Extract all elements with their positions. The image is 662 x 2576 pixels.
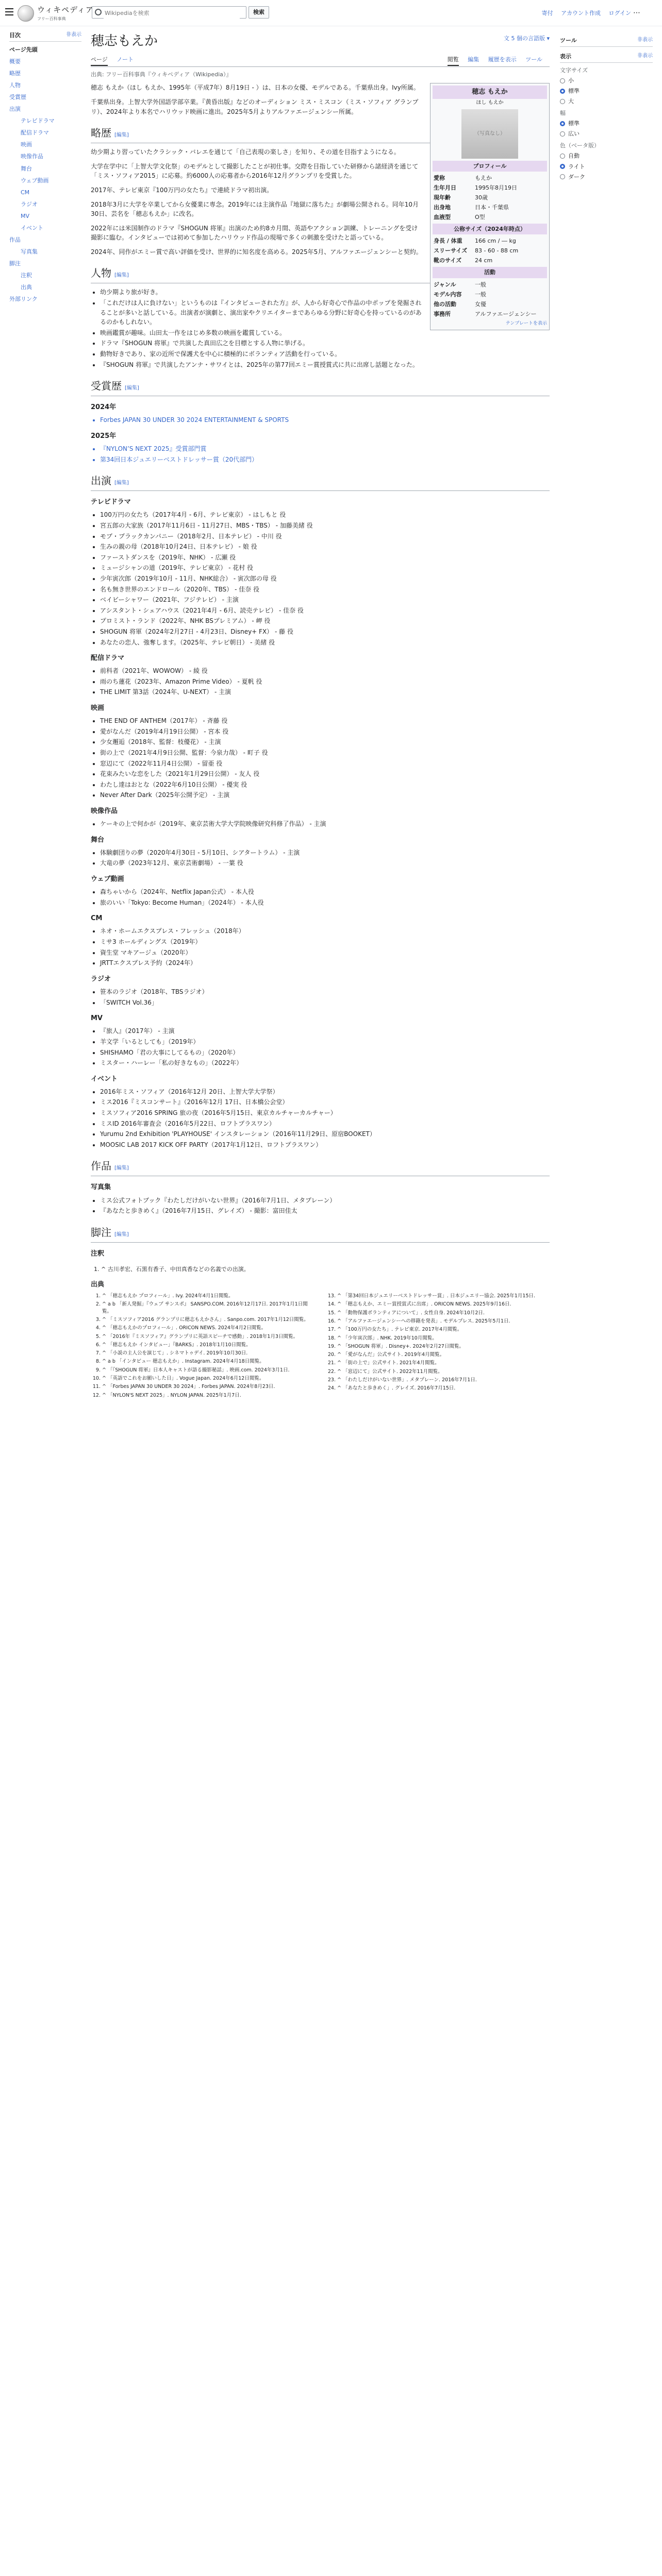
infobox-value: アルファエージェンシー — [475, 310, 537, 317]
infobox-value: 一般 — [475, 291, 486, 298]
reference-item[interactable]: 24. ^ 「あなたと歩きめく」. グレイズ. 2016年7月15日. — [337, 1385, 550, 1392]
logo-wordmark: ウィキペディア — [37, 5, 94, 14]
edit-section-link[interactable]: [編集] — [114, 480, 129, 486]
work-item: • ミサ3 ホールディングス（2019年） — [100, 937, 550, 947]
work-item: • ミスター・ハーレー「私の好きなもの」（2022年） — [100, 1058, 550, 1068]
work-item: • 少年寅次郎（2019年10月 - 11月、NHK総合） - 寅次郎の母 役 — [100, 574, 550, 584]
work-item: • 前科者（2021年、WOWOW） - 綾 役 — [100, 666, 550, 676]
section-heading-notes: 脚注 [編集] — [91, 1225, 550, 1243]
sources-subheading: 出典 — [91, 1280, 105, 1289]
option-label: 小 — [568, 77, 574, 84]
width-options — [560, 119, 653, 138]
toc-item[interactable]: 配信ドラマ — [21, 129, 49, 137]
infobox-label: 他の活動 — [434, 300, 456, 308]
work-item: • ミスソフィア2016 SPRING 旅の夜（2016年5月15日、東京カルチャーカルチャー） — [100, 1108, 550, 1118]
text-size-options — [560, 76, 653, 106]
infobox-label: 血液型 — [434, 214, 451, 221]
infobox-label: 事務所 — [434, 310, 451, 317]
work-item: • アシスタント・シェアハウス（2021年4月 - 6月、読売テレビ） - 佳奈 役 — [100, 606, 550, 616]
toc-item[interactable]: 映像作品 — [21, 153, 43, 160]
infobox-label: スリーサイズ — [434, 247, 468, 255]
option-label: 標準 — [568, 120, 580, 127]
work-item: • 街の上で（2021年4月9日公開、監督：今泉力哉） - 町子 役 — [100, 748, 550, 758]
toc-sidebar — [9, 31, 81, 305]
more-options-icon[interactable]: ⋯ — [633, 9, 640, 17]
awards-year: 2024年 — [91, 403, 117, 412]
radio-icon[interactable] — [560, 78, 565, 83]
references-list — [91, 1293, 550, 1399]
edit-section-link[interactable]: [編集] — [114, 132, 129, 139]
person-item: • 動物好きであり、家の近所で保護犬を中心に積極的にボランティア活動を行っている。 — [100, 349, 550, 359]
option-row[interactable] — [560, 162, 653, 171]
infobox-activity-head: 活動 — [433, 267, 547, 278]
work-item: • 笹本のラジオ（2018年、TBSラジオ） — [100, 987, 550, 997]
work-item: • 生みの親の母（2018年10月24日、日本テレビ） - 娘 役 — [100, 542, 550, 552]
tab-tools[interactable]: ツール — [525, 56, 542, 63]
note-item: 1. ^ 古川孝宏、石黒有香子、中田真香などの名義での出演。 — [101, 1265, 550, 1274]
work-item: • 雨のち蓮花（2023年、Amazon Prime Video） - 夏帆 役 — [100, 677, 550, 687]
toc-item[interactable]: 出演 — [9, 106, 21, 113]
toc-item[interactable]: テレビドラマ — [21, 117, 55, 125]
work-item: • ネオ・ホームエクスプレス・フレッシュ（2018年） — [100, 926, 550, 936]
work-item: • ミュージシャンの道（2019年、テレビ東京） - 花村 役 — [100, 563, 550, 573]
reference-item[interactable]: 14. ^ 「穂志もえか、エミー賞授賞式に出席」. ORICON NEWS. 2025年9月16日. — [337, 1301, 550, 1308]
work-item: • SHISHAMO「君の大事にしてるもの」（2020年） — [100, 1048, 550, 1058]
infobox-value: 一般 — [475, 281, 486, 288]
work-item: • 羊文学「いるとしても」（2019年） — [100, 1037, 550, 1047]
works-subheading: CM — [91, 914, 103, 923]
work-item: • 『あなたと歩きめく』（2016年7月15日、グレイズ） - 撮影：富田佳太 — [100, 1206, 550, 1216]
create-account-link[interactable]: アカウント作成 — [561, 10, 601, 16]
profile-photo[interactable]: （写真なし） — [461, 109, 518, 159]
language-button[interactable]: 文 5 個の言語版 ▾ — [503, 35, 550, 42]
tools-title: ツール — [560, 37, 577, 44]
color-options — [560, 151, 653, 181]
option-label: 広い — [568, 130, 580, 138]
section-heading-bio: 略歴 [編集] — [91, 126, 550, 143]
reference-item[interactable]: 7. ^ 「小説の主人公を演じて」. シネマトゥデイ. 2019年10月30日. — [102, 1350, 315, 1357]
reference-item[interactable]: 12. ^ 「NYLON'S NEXT 2025」. NYLON JAPAN. 2025年1月7日. — [102, 1392, 315, 1399]
bio-paragraph: 2017年、テレビ東京『100万円の女たち』で連続ドラマ初出演。 — [91, 186, 273, 194]
bio-paragraph: 大学在学中に「上智大学文化祭」のモデルとして撮影したことが初仕事。交際を目指していた研修から諸経済を通じて「ミス・ソフィア2015」に応募。約6000人の応募者から2016年12月グランプリを受賞した。 — [91, 162, 419, 180]
search-icon — [95, 9, 102, 15]
works-list — [91, 1196, 550, 1216]
works-section — [91, 497, 550, 1149]
reference-item[interactable]: 1. ^ 「穂志もえか プロフィール」. Ivy. 2024年4月1日閲覧。 — [102, 1293, 315, 1299]
option-row[interactable] — [560, 97, 653, 106]
work-item: • プロミスト・ランド（2022年、NHK BSプレミアム） - 岬 役 — [100, 616, 550, 626]
toc-item[interactable]: 受賞歴 — [9, 94, 26, 101]
work-item: • 大竜の夢（2023年12月、東京芸術劇場） - 一葉 役 — [100, 858, 550, 868]
work-item: • わたし達はおとな（2022年6月10日公開） - 優実 役 — [100, 780, 550, 790]
infobox-label: 靴のサイズ — [434, 257, 462, 264]
works-subheading: 配信ドラマ — [91, 654, 125, 663]
article-content — [91, 31, 550, 1399]
option-label: ダーク — [568, 173, 585, 180]
page-tabs — [91, 55, 550, 67]
infobox-value: 1995年8月19日 — [475, 184, 517, 192]
infobox-value: 24 cm — [475, 257, 493, 264]
reference-item[interactable]: 13. ^ 「第34回日本ジュエリーベストドレッサー賞」. 日本ジュエリー協会. 2025年1月15日. — [337, 1293, 550, 1299]
works-subheading: ウェブ動画 — [91, 875, 124, 884]
work-item: • ベイビーシャワー（2021年、フジテレビ） - 主演 — [100, 595, 550, 605]
edit-section-link[interactable]: [編集] — [114, 273, 129, 279]
tab-page[interactable]: ページ — [91, 56, 108, 66]
works-subheading: 映画 — [91, 704, 105, 713]
infobox-label: ジャンル — [434, 281, 456, 288]
works-subheading: 写真集 — [91, 1183, 111, 1192]
toc-item[interactable]: 写真集 — [21, 248, 38, 255]
infobox-row — [433, 183, 547, 193]
wikipedia-logo[interactable] — [18, 4, 94, 23]
infobox-label: 生年月日 — [434, 184, 456, 192]
notes-list — [91, 1265, 550, 1274]
infobox-label: 現年齢 — [434, 194, 451, 201]
personal-tools — [536, 9, 631, 18]
infobox-row — [433, 299, 547, 309]
infobox-label: モデル内容 — [434, 291, 462, 298]
reference-item[interactable]: 20. ^ 「愛がなんだ」公式サイト. 2019年4月閲覧。 — [337, 1351, 550, 1358]
tab-talk[interactable]: ノート — [117, 56, 134, 63]
works-list — [91, 716, 550, 800]
work-item: • 2016年ミス・ソフィア（2016年12月 20日、上智大学大学祭） — [100, 1087, 550, 1097]
infobox-value: 30歳 — [475, 194, 488, 201]
search-input[interactable] — [104, 7, 240, 19]
option-row[interactable] — [560, 173, 653, 181]
article-source-line: 出典: フリー百科事典『ウィキペディア（Wikipedia）』 — [91, 71, 232, 78]
option-label: ライト — [568, 163, 585, 170]
toc-item[interactable]: 外部リンク — [9, 296, 38, 303]
option-row[interactable] — [560, 119, 653, 128]
toc-item[interactable]: CM — [21, 189, 30, 196]
bio-paragraph: 幼少期より習っていたクラシック・バレエを通じて「自己表現の楽しさ」を知り、その道を目指すようになる。 — [91, 148, 400, 156]
reference-item[interactable]: 8. ^ a b 「インタビュー 穂志もえか」. Instagram. 2024年4月18日閲覧。 — [102, 1358, 315, 1365]
work-item: • ミス公式フォトブック『わたしだけがいない世界』（2016年7月1日、メタプレーン） — [100, 1196, 550, 1206]
infobox-value: もえか — [475, 175, 492, 182]
logo-tagline: フリー百科事典 — [37, 16, 66, 22]
award-item[interactable]: • Forbes JAPAN 30 UNDER 30 2024 ENTERTAINMENT & SPORTS — [100, 415, 550, 425]
option-label: 自動 — [568, 152, 580, 160]
reference-item[interactable]: 2. ^ a b 「新人発掘」『ウェブ サンスポ』 SANSPO.COM. 2016年12月17日. 2017年1月1日閲覧。 — [102, 1301, 315, 1315]
work-item: • ミスID 2016年審査会（2016年5月22日、ロフトプラスワン） — [100, 1119, 550, 1129]
infobox-row — [433, 290, 547, 299]
works-subheading: ラジオ — [91, 975, 111, 983]
work-item: • 100万円の女たち（2017年4月 - 6月、テレビ東京） - はしもと 役 — [100, 510, 550, 520]
infobox-label: 身長 / 体重 — [434, 238, 462, 245]
tools-hide-button[interactable]: 非表示 — [637, 37, 653, 43]
work-item: • THE LIMIT 第3話（2024年、U-NEXT） - 主演 — [100, 687, 550, 697]
work-item: • MOOSIC LAB 2017 KICK OFF PARTY（2017年1月12日、ロフトプラスワン） — [100, 1140, 550, 1150]
work-item: • 窓辺にて（2022年11月4日公開） - 留亜 役 — [100, 759, 550, 769]
infobox-label: 出身地 — [434, 204, 451, 211]
work-item: • 花束みたいな恋をした（2021年1月29日公開） - 友人 役 — [100, 769, 550, 779]
awards-list — [91, 444, 550, 464]
infobox-profile-head: プロフィール — [433, 161, 547, 172]
radio-icon[interactable] — [560, 164, 565, 169]
template-link[interactable]: テンプレートを表示 — [505, 320, 547, 326]
products-section — [91, 1182, 550, 1215]
bio-paragraph: 2024年、同作がエミー賞で高い評価を受け、世界的に知名度を高める。2025年5月、アルファエージェンシーと契約。 — [91, 248, 422, 256]
radio-icon[interactable] — [560, 131, 565, 137]
work-item: • ミス2016『ミスコンサート』（2016年12月 17日、日本橋公会堂） — [100, 1097, 550, 1107]
option-row[interactable] — [560, 76, 653, 85]
person-item: • 映画鑑賞が趣味。山田太一作をはじめ多数の映画を鑑賞している。 — [100, 328, 550, 338]
toc-item[interactable]: 人物 — [9, 82, 21, 89]
reference-item[interactable]: 22. ^ 「窓辺にて」公式サイト. 2022年11月閲覧。 — [337, 1368, 550, 1375]
reference-item[interactable]: 10. ^ 「英語でこれをお願いした日」. Vogue Japan. 2024年6月12日閲覧。 — [102, 1375, 315, 1382]
bio-paragraph: 2022年には米国制作のドラマ『SHOGUN 将軍』出演のため約8カ月間、英語やアクション訓練、トレーニングを受け撮影に臨む。インタビューでは初めて参加したハリウッド作品の現場で多くの刺激を受けたと語っている。 — [91, 224, 418, 242]
search-button[interactable]: 検索 — [249, 6, 269, 19]
infobox-stats-head: 公称サイズ（2024年時点） — [433, 224, 547, 234]
infobox-row — [433, 236, 547, 246]
work-item: • 愛がなんだ（2019年4月19日公開） - 宮本 役 — [100, 727, 550, 737]
intro-para-2: 千葉県出身。上智大学外国語学部卒業。『黄昏出版』などのオーディション ミス・ミスコン（ミス・ソフィア グランプリ）、2024年より本名でハリウッド映画に進出。2025年5月よりアルファエージェンシー所属。 — [91, 98, 419, 115]
toc-item[interactable]: 注釈 — [21, 272, 32, 279]
donate-link[interactable]: 寄付 — [541, 10, 553, 16]
infobox-value: 83 - 60 - 88 cm — [475, 247, 519, 255]
notes-subheading: 注釈 — [91, 1249, 105, 1258]
work-item: • 体験劇団りの夢（2020年4月30日 - 5月10日、シアタートラム） - 主演 — [100, 848, 550, 858]
infobox-row — [433, 280, 547, 290]
works-list — [91, 510, 550, 647]
work-item: • 『旅人』（2017年） - 主演 — [100, 1026, 550, 1036]
reference-item[interactable]: 23. ^ 「わたしだけがいない世界」. メタプレーン. 2016年7月1日. — [337, 1377, 550, 1383]
works-list — [91, 1026, 550, 1067]
infobox-profile-table — [433, 173, 547, 222]
person-item: • 『SHOGUN 将軍』で共演したアンナ・サワイとは、2025年の第77回エミー賞授賞式に共に出席し話題となった。 — [100, 360, 550, 370]
section-heading-awards: 受賞歴 [編集] — [91, 379, 550, 396]
option-row[interactable] — [560, 151, 653, 160]
award-item[interactable]: • 第34回日本ジュエリーベストドレッサー賞（20代部門） — [100, 455, 550, 465]
display-hide-button[interactable]: 非表示 — [637, 53, 653, 59]
awards-list — [91, 415, 550, 425]
infobox-value: 日本・千葉県 — [475, 204, 509, 211]
work-item: • THE END OF ANTHEM（2017年） - 斉藤 役 — [100, 716, 550, 726]
search-box — [92, 6, 246, 19]
radio-icon[interactable] — [560, 174, 565, 179]
width-label: 幅 — [560, 110, 566, 117]
option-label: 大 — [568, 98, 574, 105]
works-list — [91, 848, 550, 868]
tab-edit[interactable]: 編集 — [468, 56, 479, 63]
toc-item[interactable]: 脚注 — [9, 260, 21, 267]
awards-year: 2025年 — [91, 432, 117, 440]
infobox-subtitle: ほし もえか — [476, 100, 504, 106]
reference-item[interactable]: 15. ^ 「動物保護ボランティアについて」. 女性自身. 2024年10月2日. — [337, 1310, 550, 1316]
main-menu-icon[interactable] — [5, 8, 13, 15]
works-list — [91, 926, 550, 968]
work-item: • あなたの恋人、強奪します。（2025年、テレビ朝日） - 美緒 役 — [100, 638, 550, 648]
infobox-row — [433, 309, 547, 319]
work-item: • 「SWITCH Vol.36」 — [100, 998, 550, 1008]
work-item: • ファーストダンスを（2019年、NHK） - 広瀬 役 — [100, 553, 550, 563]
text-size-label: 文字サイズ — [560, 67, 588, 74]
work-item: • 資生堂 マキアージュ（2020年） — [100, 948, 550, 958]
infobox-value: 女優 — [475, 300, 486, 308]
infobox-row — [433, 256, 547, 265]
radio-icon[interactable] — [560, 89, 565, 94]
toc-list — [9, 44, 81, 305]
work-item: • ケーキの上で何かが（2019年、東京芸術大学大学院映像研究科修了作品） - 主演 — [100, 819, 550, 829]
infobox-row — [433, 246, 547, 256]
reference-item[interactable]: 3. ^ 「ミスソフィア2016 グランプリに穂志もえかさん」. Sanpo.com. 2017年1月12日閲覧。 — [102, 1316, 315, 1323]
reference-item[interactable]: 11. ^ 「Forbes JAPAN 30 UNDER 30 2024」. Forbes JAPAN. 2024年8月23日. — [102, 1383, 315, 1390]
tab-history[interactable]: 履歴を表示 — [488, 56, 517, 63]
person-item: • 「これだけは人に負けない」というものは『インタビューされた方』が、人から好奇心で作品の中ポップを発掘されることが多いと話している。出演者が演劇と、演出家やクリエイターまであらゆる分野に好奇心を持っているのがあるのかもしれない。 — [100, 298, 550, 327]
reference-item[interactable]: 4. ^ 「穂志もえかのプロフィール」. ORICON NEWS. 2024年4月2日閲覧。 — [102, 1325, 315, 1331]
tab-read[interactable]: 閲覧 — [448, 56, 459, 66]
option-row[interactable] — [560, 129, 653, 138]
section-heading-person: 人物 [編集] — [91, 266, 550, 283]
toc-item[interactable]: イベント — [21, 224, 43, 231]
works-list — [91, 1087, 550, 1150]
bio-paragraph: 2018年3月に大学を卒業してから女優業に専念。2019年には主演作品『地獄に落ちた』が劇場公開される。同年10月30日、芸名を「穂志もえか」に改名。 — [91, 200, 419, 218]
work-item: • 森ちゃいから（2024年、Netflix Japan公式） - 本人役 — [100, 887, 550, 897]
works-list — [91, 987, 550, 1007]
tools-sidebar — [560, 31, 653, 183]
person-item: • 幼少期より旅が好き。 — [100, 287, 550, 297]
toc-hide-button[interactable]: 非表示 — [66, 32, 81, 38]
section-heading-products: 作品 [編集] — [91, 1159, 550, 1176]
infobox-title: 穂志 もえか — [433, 86, 547, 99]
infobox-row — [433, 212, 547, 222]
work-item: • モブ・プラックカンパニー（2018年2月、日本テレビ） - 中川 役 — [100, 532, 550, 541]
infobox-label: 愛称 — [434, 175, 445, 182]
edit-section-link[interactable]: [編集] — [114, 1231, 129, 1238]
toc-title: 目次 — [9, 32, 21, 39]
toc-item[interactable]: 略歴 — [9, 70, 21, 77]
reference-item[interactable]: 9. ^ 「『SHOGUN 将軍』日本人キャストが語る撮影秘話」. 映画.com. 2024年3月1日. — [102, 1367, 315, 1374]
option-row[interactable] — [560, 87, 653, 95]
work-item: • Never After Dark（2025年公開予定） - 主演 — [100, 790, 550, 800]
reference-item[interactable]: 21. ^ 「街の上で」公式サイト. 2021年4月閲覧。 — [337, 1360, 550, 1366]
works-list — [91, 887, 550, 907]
reference-item[interactable]: 17. ^ 「100万円の女たち」. テレビ東京. 2017年4月閲覧。 — [337, 1326, 550, 1333]
login-link[interactable]: ログイン — [608, 10, 631, 16]
awards-section — [91, 402, 550, 464]
works-subheading: イベント — [91, 1075, 118, 1083]
toc-item[interactable]: MV — [21, 212, 30, 219]
reference-item[interactable]: 5. ^ 「2016年『ミスソフィア』グランプリに英語スピーチで感動」. 2018年1月3日閲覧。 — [102, 1333, 315, 1340]
works-subheading: テレビドラマ — [91, 498, 131, 506]
radio-icon[interactable] — [560, 154, 565, 159]
toc-item[interactable]: 作品 — [9, 236, 21, 243]
edit-section-link[interactable]: [編集] — [114, 1165, 129, 1172]
infobox-stats-table — [433, 236, 547, 265]
toc-item[interactable]: ページ先頭 — [9, 46, 38, 54]
works-subheading: 舞台 — [91, 836, 105, 844]
reference-item[interactable]: 18. ^ 「少年寅次郎」. NHK. 2019年10月閲覧。 — [337, 1335, 550, 1342]
reference-item[interactable]: 16. ^ 「アルファエージェンシーへの移籍を発表」. モデルプレス. 2025年5月1日. — [337, 1318, 550, 1325]
work-item: • SHOGUN 将軍（2024年2月27日 - 4月23日、Disney+ FX） - 藤 役 — [100, 627, 550, 637]
infobox-value: 166 cm / ― kg — [475, 238, 516, 245]
work-item: • Yurumu 2nd Exhibition 'PLAYHOUSE' インスタレーション（2016年11月29日、原宿BOOKET） — [100, 1129, 550, 1139]
page-title: 穂志もえか — [91, 33, 158, 48]
infobox-row — [433, 173, 547, 183]
toc-item[interactable]: 映画 — [21, 141, 32, 148]
color-label: 色（ベータ版） — [560, 142, 600, 149]
radio-icon[interactable] — [560, 99, 565, 104]
works-list — [91, 666, 550, 697]
edit-section-link[interactable]: [編集] — [125, 385, 139, 392]
work-item: • 名も無き世界のエンドロール（2020年、TBS） - 佳奈 役 — [100, 585, 550, 595]
infobox-value: O型 — [475, 214, 485, 221]
infobox-activity-table — [433, 280, 547, 319]
award-item[interactable]: • 『NYLON’S NEXT 2025』受賞部門賞 — [100, 444, 550, 454]
infobox-row — [433, 202, 547, 212]
work-item: • 少女邂逅（2018年、監督：枝優花） - 主演 — [100, 737, 550, 747]
toc-item[interactable]: ウェブ動画 — [21, 177, 49, 184]
globe-icon — [18, 5, 34, 22]
toc-item[interactable]: ラジオ — [21, 200, 38, 208]
infobox — [430, 83, 550, 330]
section-heading-works: 出演 [編集] — [91, 473, 550, 491]
intro-para-1: 穂志 もえか（ほし もえか、1995年（平成7年）8月19日 - ）は、日本の女優、モデルである。千葉県出身。Ivy所属。 — [91, 84, 420, 92]
toc-item[interactable]: 出典 — [21, 283, 32, 291]
radio-icon[interactable] — [560, 121, 565, 126]
works-subheading: 映像作品 — [91, 807, 118, 815]
option-label: 標準 — [568, 88, 580, 95]
work-item: • 宮五郎の大家族（2017年11月6日 - 11月27日、MBS・TBS） - 加藤美緒 役 — [100, 521, 550, 531]
work-item: • JRTTエクスプレス予約（2024年） — [100, 958, 550, 968]
display-title: 表示 — [560, 53, 571, 60]
works-subheading: MV — [91, 1014, 103, 1023]
person-item: • ドラマ『SHOGUN 将軍』で共演した真田広之を目標とする人物に挙げる。 — [100, 338, 550, 348]
toc-item[interactable]: 概要 — [9, 58, 21, 65]
infobox-row — [433, 193, 547, 202]
reference-item[interactable]: 19. ^ 「SHOGUN 将軍」. Disney+. 2024年2月27日閲覧。 — [337, 1343, 550, 1350]
work-item: • 旅のいい「Tokyo: Become Human」（2024年） - 本人役 — [100, 898, 550, 908]
toc-item[interactable]: 舞台 — [21, 165, 32, 172]
top-header — [0, 0, 662, 26]
reference-item[interactable]: 6. ^ 「穂志もえか インタビュー」『BARKS』. 2018年1月10日閲覧。 — [102, 1342, 315, 1348]
works-list — [91, 819, 550, 829]
